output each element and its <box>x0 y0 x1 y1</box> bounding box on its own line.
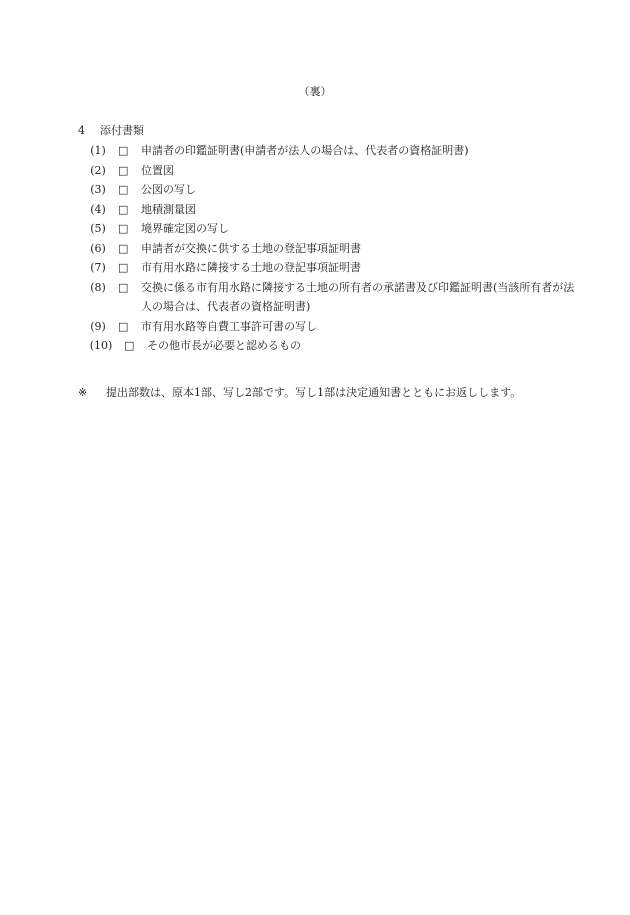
item-number: (6) <box>90 241 106 255</box>
submission-note <box>78 383 598 403</box>
attachment-item <box>78 278 578 317</box>
item-text: 申請者の印鑑証明書(申請者が法人の場合は、代表者の資格証明書) <box>141 144 469 157</box>
item-text: 公図の写し <box>141 183 196 196</box>
note-text: 提出部数は、原本1部、写し2部です。写し1部は決定通知書とともにお返しします。 <box>106 386 522 399</box>
attachment-item <box>78 161 578 181</box>
checkbox[interactable]: □ <box>118 319 129 333</box>
attachment-item <box>78 336 578 356</box>
attachment-list <box>78 141 578 356</box>
item-number: (1) <box>90 144 106 157</box>
checkbox[interactable]: □ <box>118 183 129 196</box>
item-text: 位置図 <box>141 163 174 177</box>
item-number: (5) <box>90 222 106 235</box>
checkbox[interactable]: □ <box>118 202 129 216</box>
item-number: (3) <box>90 183 106 196</box>
item-number: (8) <box>90 280 106 294</box>
attachment-item <box>78 239 578 259</box>
attachment-item <box>78 141 578 161</box>
attachment-item <box>78 219 578 239</box>
checkbox[interactable]: □ <box>118 144 129 157</box>
attachments-section <box>78 121 578 356</box>
checkbox[interactable]: □ <box>118 241 129 255</box>
page-header: （裏） <box>298 85 332 98</box>
checkbox[interactable]: □ <box>118 261 129 274</box>
item-text: 市有用水路等自費工事許可書の写し <box>141 319 317 333</box>
item-number: (4) <box>90 202 106 216</box>
note-mark: ※ <box>78 386 88 399</box>
checkbox[interactable]: □ <box>118 163 129 177</box>
item-text: 境界確定図の写し <box>141 222 229 235</box>
item-number: (2) <box>90 163 106 177</box>
item-text: 地積測量図 <box>141 202 196 216</box>
attachment-item <box>78 258 578 278</box>
item-number: (10) <box>89 339 113 352</box>
attachment-item <box>78 200 578 220</box>
item-number: (7) <box>90 261 106 274</box>
item-text: 市有用水路に隣接する土地の登記事項証明書 <box>141 261 361 274</box>
section-number: 4 <box>78 124 85 137</box>
checkbox[interactable]: □ <box>124 339 135 352</box>
checkbox[interactable]: □ <box>118 222 129 235</box>
attachment-item <box>78 317 578 337</box>
section-title-text: 添付書類 <box>100 124 144 137</box>
section-title <box>78 121 578 141</box>
item-number: (9) <box>90 319 106 333</box>
item-text: 申請者が交換に供する土地の登記事項証明書 <box>141 241 361 255</box>
checkbox[interactable]: □ <box>118 280 129 294</box>
item-text: その他市長が必要と認めるもの <box>147 339 301 352</box>
item-text: 交換に係る市有用水路に隣接する土地の所有者の承諾書及び印鑑証明書(当該所有者が法人の場合は、代表者の資格証明書) <box>141 280 575 313</box>
attachment-item <box>78 180 578 200</box>
